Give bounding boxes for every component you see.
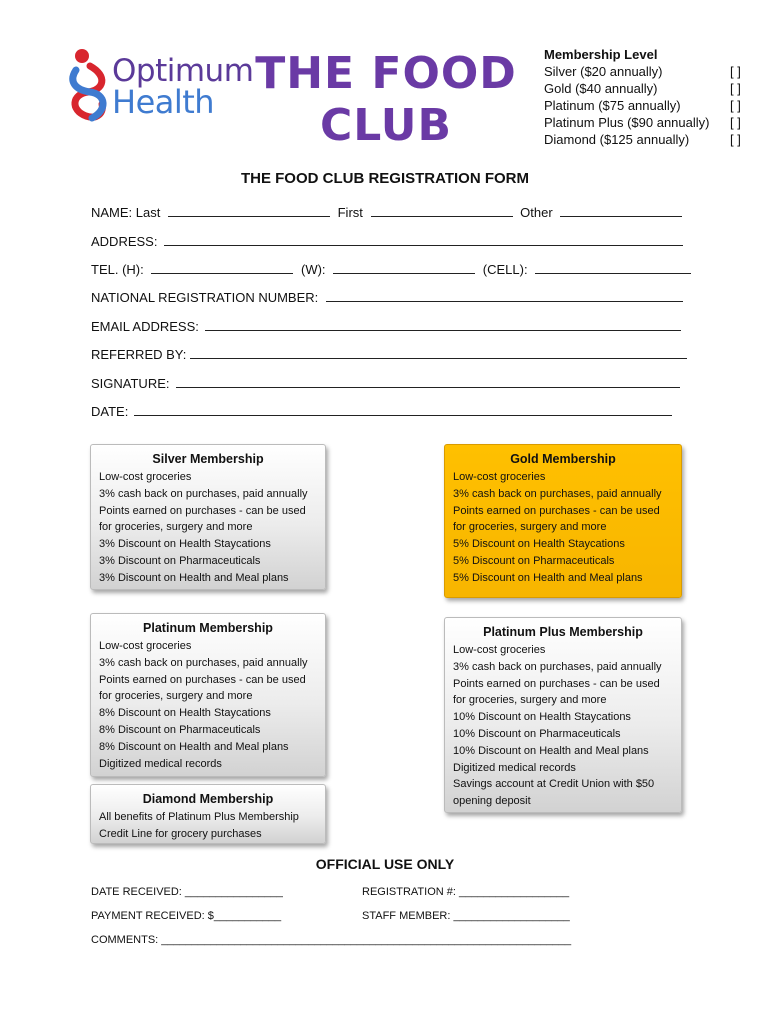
tel-cell-label: (CELL):	[482, 262, 528, 277]
form-title: THE FOOD CLUB REGISTRATION FORM	[240, 170, 530, 187]
card-item: 3% cash back on purchases, paid annually	[99, 656, 308, 669]
card-item: Digitized medical records	[453, 761, 576, 774]
card-item: 5% Discount on Health and Meal plans	[453, 571, 643, 584]
optimum-health-logo	[68, 44, 254, 128]
name-other-field[interactable]	[560, 204, 682, 217]
official-use-title: OFFICIAL USE ONLY	[315, 856, 455, 872]
card-item: 3% Discount on Pharmaceuticals	[99, 554, 261, 567]
tel-work-field[interactable]	[333, 261, 475, 274]
national-reg-field[interactable]	[326, 289, 683, 302]
logo-word-optimum: Optimum	[112, 53, 254, 89]
email-row	[91, 318, 681, 335]
name-other-label: Other	[520, 205, 553, 220]
staff-member-field[interactable]: STAFF MEMBER: ___________________	[362, 910, 570, 922]
card-item: 8% Discount on Pharmaceuticals	[99, 723, 261, 736]
card-item: 5% Discount on Health Staycations	[453, 538, 625, 551]
tel-row	[91, 261, 691, 278]
date-field[interactable]	[134, 403, 672, 416]
signature-label: SIGNATURE:	[91, 376, 170, 391]
tel-home-label: TEL. (H):	[91, 262, 144, 277]
card-item: 3% cash back on purchases, paid annually	[453, 660, 662, 673]
membership-option-gold: Gold ($40 annually)	[544, 81, 658, 96]
membership-level-heading: Membership Level	[544, 47, 658, 62]
name-first-field[interactable]	[371, 204, 513, 217]
tel-work-label: (W):	[300, 262, 326, 277]
card-item: 3% cash back on purchases, paid annually	[99, 487, 308, 500]
membership-level-list	[544, 46, 709, 148]
signature-field[interactable]	[176, 375, 680, 388]
checkbox-platinum-plus[interactable]: [ ]	[730, 115, 741, 130]
national-reg-row	[91, 289, 683, 306]
address-field[interactable]	[164, 233, 683, 246]
card-item: Points earned on purchases - can be used	[453, 677, 660, 690]
card-item: 10% Discount on Pharmaceuticals	[453, 727, 621, 740]
card-item: 3% cash back on purchases, paid annually	[453, 487, 662, 500]
platinum-membership-card	[90, 613, 326, 777]
logo-figure-icon	[68, 46, 112, 126]
tel-home-field[interactable]	[151, 261, 293, 274]
referred-label: REFERRED BY:	[91, 347, 187, 362]
date-received-field[interactable]: DATE RECEIVED: ________________	[91, 886, 283, 898]
registration-number-field[interactable]: REGISTRATION #: __________________	[362, 886, 570, 898]
gold-membership-card	[444, 444, 682, 598]
date-label: DATE:	[91, 404, 129, 419]
card-item: Points earned on purchases - can be used	[99, 673, 306, 686]
name-last-label: NAME: Last	[91, 205, 161, 220]
payment-received-field[interactable]: PAYMENT RECEIVED: $___________	[91, 910, 282, 922]
referred-field[interactable]	[190, 346, 687, 359]
card-item: Savings account at Credit Union with $50	[453, 778, 655, 791]
membership-option-diamond: Diamond ($125 annually)	[544, 132, 690, 147]
silver-card-title: Silver Membership	[152, 452, 264, 466]
silver-membership-card	[90, 444, 326, 590]
tel-cell-field[interactable]	[535, 261, 691, 274]
card-item: Low-cost groceries	[99, 640, 192, 652]
card-item: Points earned on purchases - can be used	[99, 504, 306, 517]
checkbox-diamond[interactable]: [ ]	[730, 132, 741, 147]
email-field[interactable]	[205, 318, 681, 331]
platinum-plus-membership-card	[444, 617, 682, 813]
card-item: Points earned on purchases - can be used	[453, 504, 660, 517]
title-line-2: CLUB	[319, 100, 453, 151]
membership-option-platinum: Platinum ($75 annually)	[544, 98, 681, 113]
card-item: Low-cost groceries	[453, 471, 546, 483]
gold-card-title: Gold Membership	[510, 452, 616, 466]
national-reg-label: NATIONAL REGISTRATION NUMBER:	[91, 290, 319, 305]
card-item: Low-cost groceries	[99, 471, 192, 483]
card-item: 8% Discount on Health Staycations	[99, 707, 271, 720]
card-item: for groceries, surgery and more	[453, 521, 607, 534]
card-item: All benefits of Platinum Plus Membership	[99, 811, 299, 823]
page-title	[248, 48, 524, 152]
checkbox-silver[interactable]: [ ]	[730, 64, 741, 79]
card-item: 10% Discount on Health Staycations	[453, 711, 631, 724]
card-item: 10% Discount on Health and Meal plans	[453, 744, 649, 757]
checkbox-gold[interactable]: [ ]	[730, 81, 741, 96]
card-item: 8% Discount on Health and Meal plans	[99, 740, 289, 753]
card-item: Digitized medical records	[99, 757, 222, 770]
platinum-card-title: Platinum Membership	[143, 621, 273, 635]
diamond-membership-card	[90, 784, 326, 844]
card-item: 5% Discount on Pharmaceuticals	[453, 554, 615, 567]
membership-option-platinum-plus: Platinum Plus ($90 annually)	[544, 115, 710, 130]
comments-field[interactable]: COMMENTS: ___________________________________________________________________	[91, 934, 572, 946]
diamond-card-title: Diamond Membership	[142, 792, 274, 806]
platinum-plus-card-title: Platinum Plus Membership	[483, 625, 643, 639]
referred-row	[91, 346, 687, 363]
signature-row	[91, 375, 680, 392]
card-item: Low-cost groceries	[453, 644, 546, 656]
card-item: opening deposit	[453, 795, 531, 808]
name-first-label: First	[337, 205, 363, 220]
checkbox-platinum[interactable]: [ ]	[730, 98, 741, 113]
logo-word-health: Health	[112, 83, 215, 121]
name-last-field[interactable]	[168, 204, 330, 217]
address-label: ADDRESS:	[91, 234, 158, 249]
card-item: for groceries, surgery and more	[99, 690, 253, 703]
card-item: for groceries, surgery and more	[453, 694, 607, 707]
card-item: 3% Discount on Health and Meal plans	[99, 571, 289, 584]
date-row	[91, 403, 672, 420]
address-row	[91, 233, 683, 250]
card-item: for groceries, surgery and more	[99, 521, 253, 534]
membership-option-silver: Silver ($20 annually)	[544, 64, 663, 79]
email-label: EMAIL ADDRESS:	[91, 319, 199, 334]
card-item: Credit Line for grocery purchases	[99, 827, 262, 840]
name-row	[91, 204, 682, 221]
card-item: 3% Discount on Health Staycations	[99, 538, 271, 551]
title-line-1: THE FOOD	[255, 48, 517, 99]
